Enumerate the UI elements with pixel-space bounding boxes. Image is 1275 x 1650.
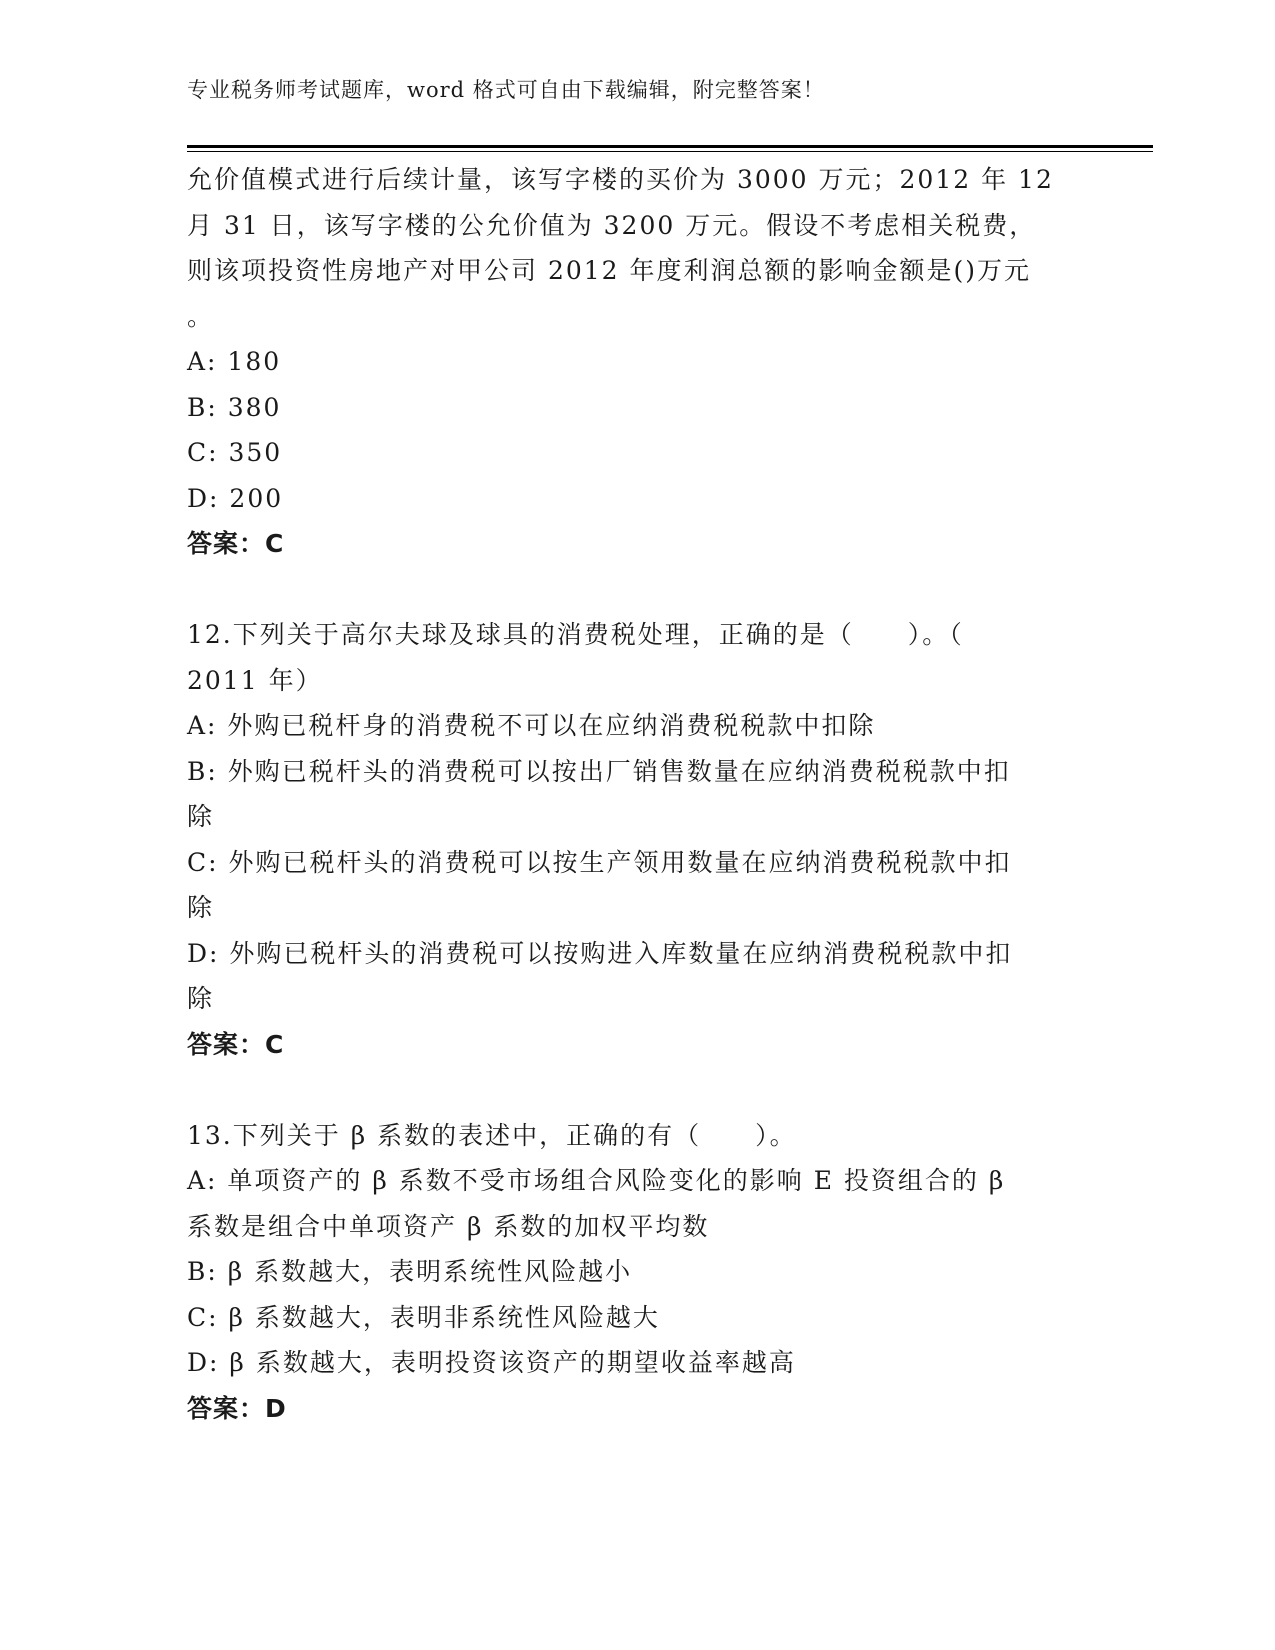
option-b-continued: 除 — [187, 802, 215, 831]
option-d: D: β 系数越大，表明投资该资产的期望收益率越高 — [187, 1348, 796, 1377]
spacer — [187, 567, 1087, 613]
option-a: A: 单项资产的 β 系数不受市场组合风险变化的影响 E 投资组合的 β — [187, 1166, 1006, 1195]
option-c-continued: 除 — [187, 893, 215, 922]
option-d-continued: 除 — [187, 984, 215, 1013]
option-b: B: 外购已税杆头的消费税可以按出厂销售数量在应纳消费税税款中扣 — [187, 756, 1011, 786]
question-list — [187, 157, 1087, 1431]
header-rule-thick — [187, 145, 1153, 148]
question-stem-line: 则该项投资性房地产对甲公司 2012 年度利润总额的影响金额是()万元 — [187, 256, 1032, 285]
question-stem-line: 2011 年） — [187, 665, 323, 695]
option-d: D: 200 — [187, 483, 284, 513]
question-stem-line: 13.下列关于 β 系数的表述中，正确的有（ ）。 — [187, 1120, 797, 1150]
option-d: D: 外购已税杆头的消费税可以按购进入库数量在应纳消费税税款中扣 — [187, 938, 1013, 968]
option-b: B: 380 — [187, 392, 282, 422]
option-c: C: β 系数越大，表明非系统性风险越大 — [187, 1302, 660, 1332]
option-c: C: 外购已税杆头的消费税可以按生产领用数量在应纳消费税税款中扣 — [187, 847, 1012, 877]
question-stem-line: 。 — [187, 301, 215, 331]
header-rule-thin — [187, 151, 1153, 152]
answer-line: 答案：C — [187, 1029, 285, 1059]
option-a: A: 外购已税杆身的消费税不可以在应纳消费税税款中扣除 — [187, 711, 876, 740]
question-12 — [187, 612, 1087, 1067]
question-stem-line: 12.下列关于高尔夫球及球具的消费税处理，正确的是（ ）。（ — [187, 620, 964, 649]
answer-line: 答案：C — [187, 529, 285, 558]
answer-line: 答案：D — [187, 1393, 287, 1423]
option-b: B: β 系数越大，表明系统性风险越小 — [187, 1257, 633, 1286]
option-a-continued: 系数是组合中单项资产 β 系数的加权平均数 — [187, 1211, 710, 1241]
option-c: C: 350 — [187, 438, 283, 467]
question-13 — [187, 1113, 1087, 1432]
page-header: 专业税务师考试题库，word 格式可自由下载编辑，附完整答案！ — [187, 78, 825, 102]
option-a: A: 180 — [187, 347, 282, 376]
question-stem-line: 允价值模式进行后续计量，该写字楼的买价为 3000 万元；2012 年 12 — [187, 165, 1054, 194]
question-11 — [187, 157, 1087, 567]
spacer — [187, 1067, 1087, 1113]
question-stem-line: 月 31 日，该写字楼的公允价值为 3200 万元。假设不考虑相关税费， — [187, 210, 1037, 240]
